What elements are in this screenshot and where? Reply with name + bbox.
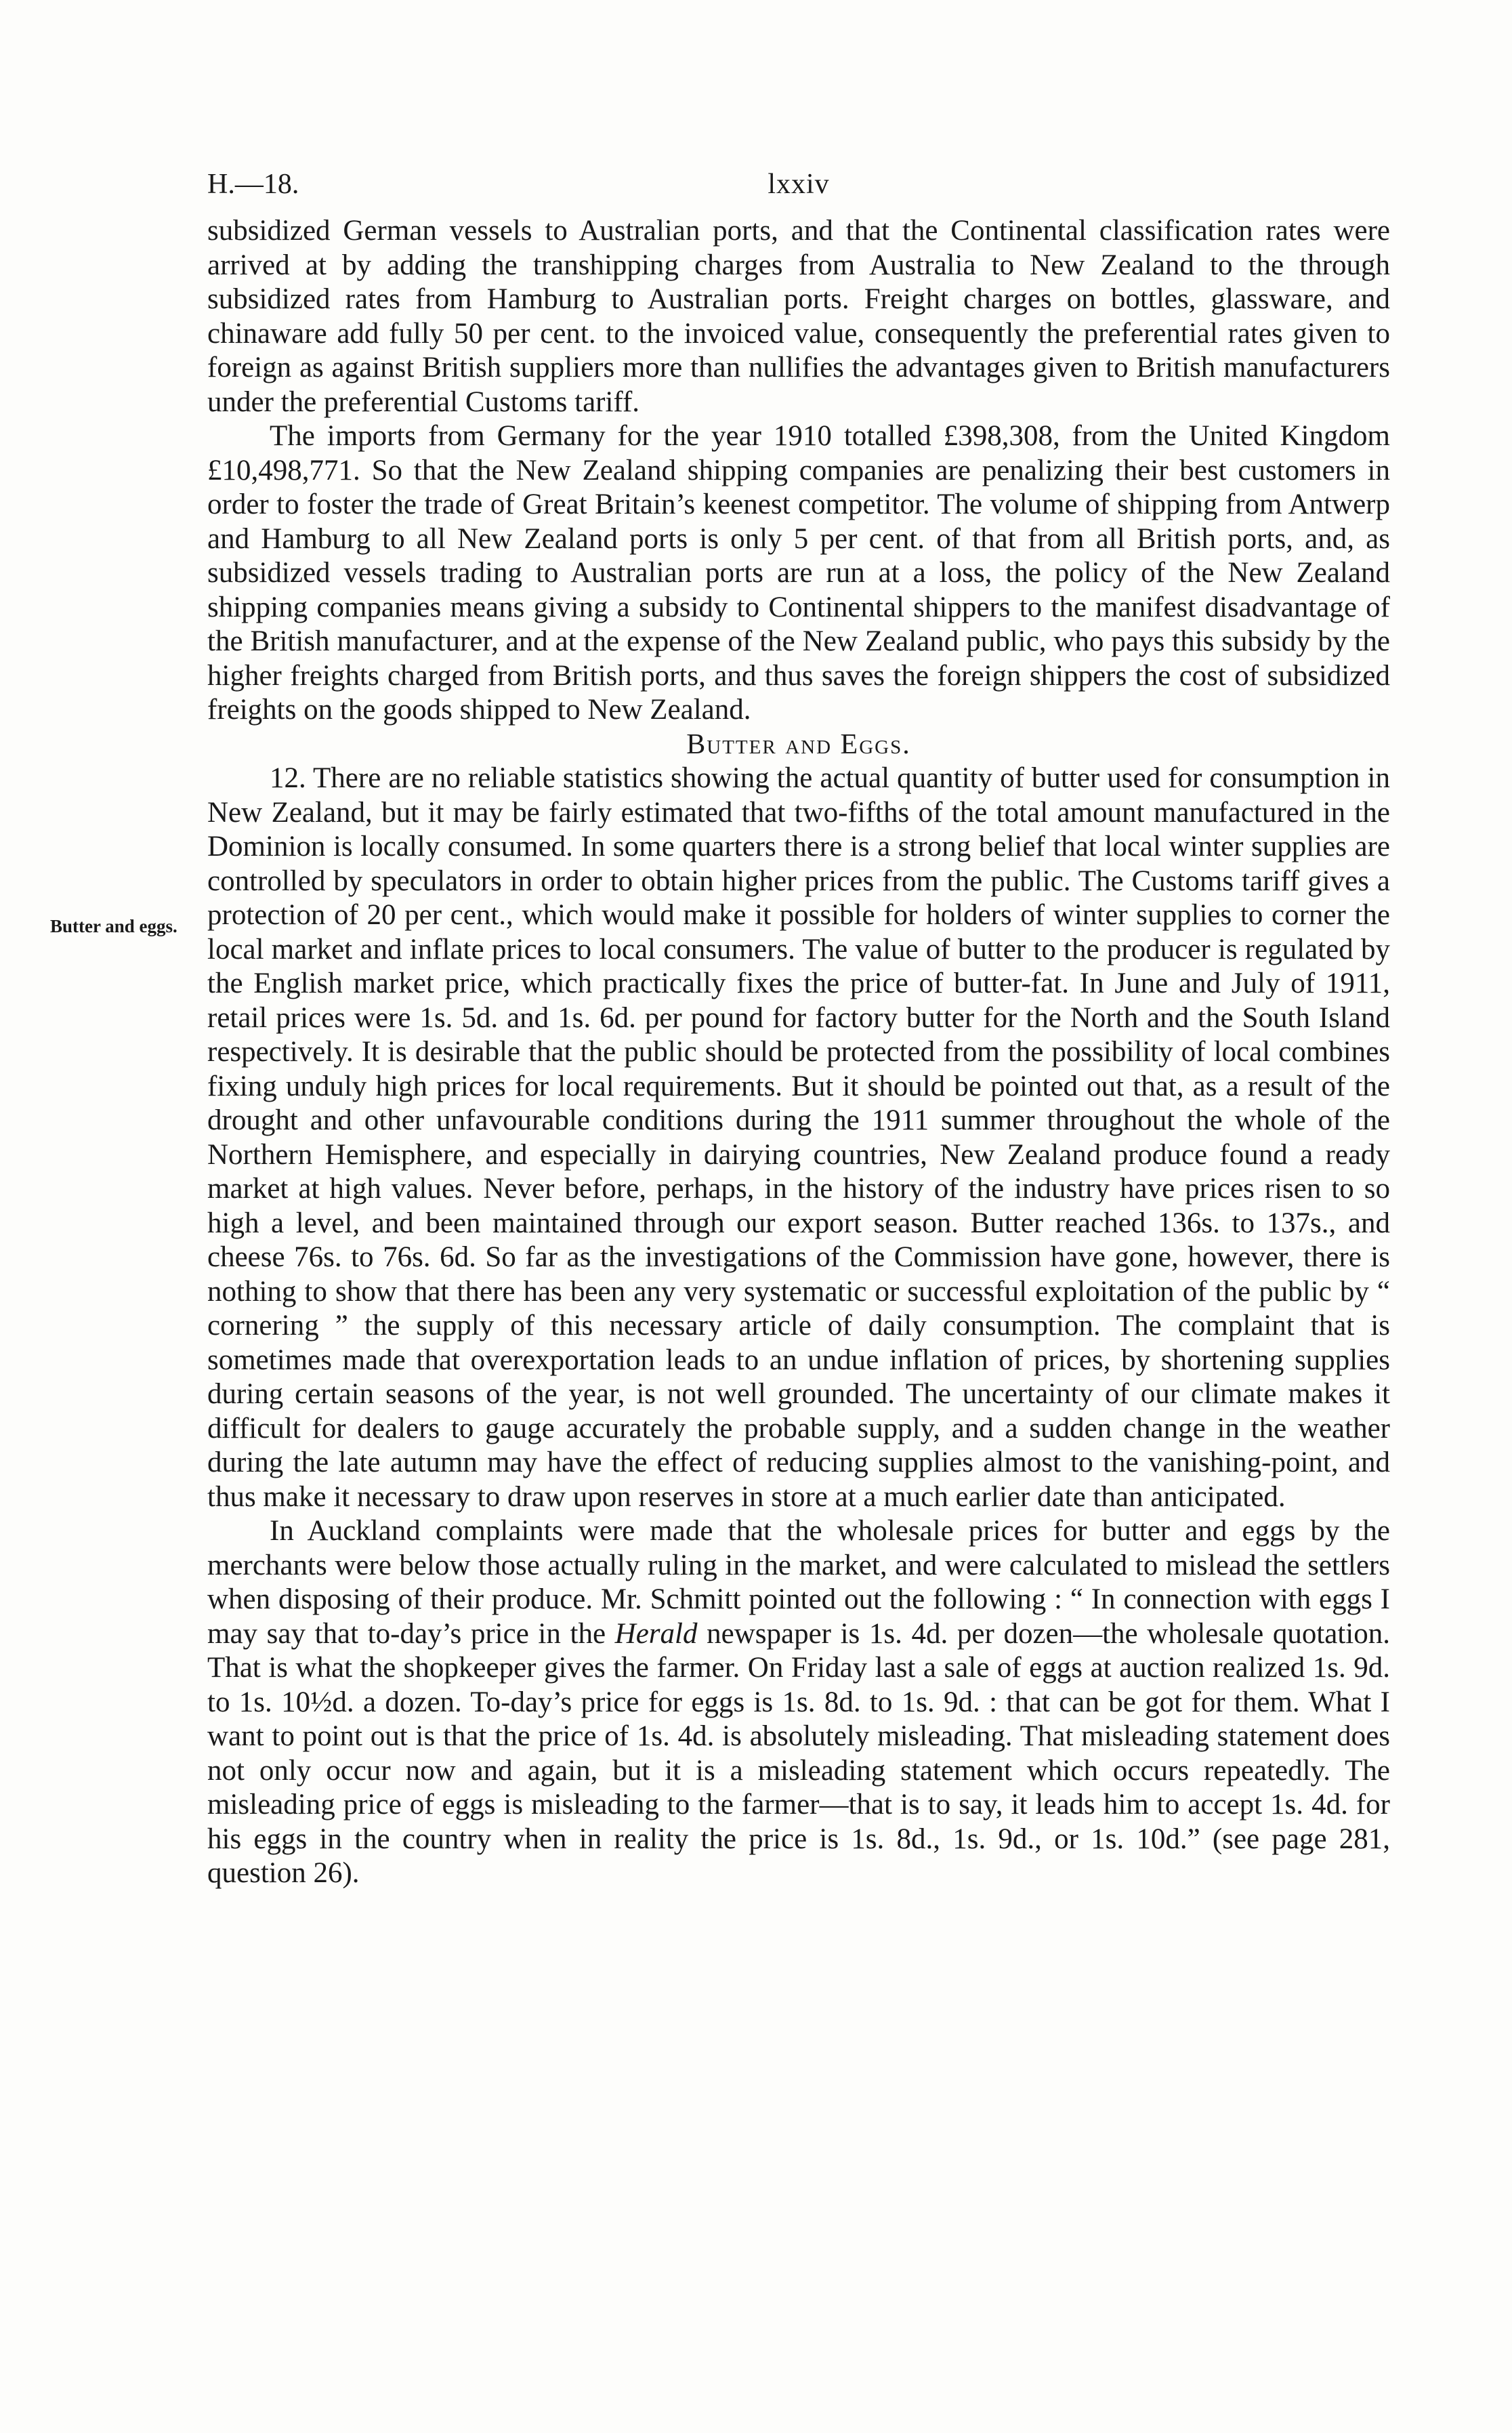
paragraph-auckland-a: In Auckland complaints were made that the wholesale prices for butter and eggs by the merchants were below those actually ruling in the market, and were calculated to mislead the settlers when disposing of their produce. Mr. Schmitt pointed out the following : “ In connection with eggs I may say that to-day’s price in the	[207, 1515, 1390, 1650]
paragraph-auckland	[207, 1514, 1390, 1891]
paragraph-auckland-b: newspaper is 1s. 4d. per dozen—the wholesale quotation. That is what the shopkeeper gives the farmer. On Friday last a sale of eggs at auction realized 1s. 9d. to 1s. 10½d. a dozen. To-day’s price for eggs is 1s. 8d. to 1s. 9d. : that can be got for them. What I want to point out is that the price of 1s. 4d. is absolutely misleading. That misleading statement does not only occur now and again, but it is a misleading statement which occurs repeatedly. The misleading price of eggs is misleading to the farmer—that is to say, it leads him to accept 1s. 4d. for his eggs in the country when in reality the price is 1s. 8d., 1s. 9d., or 1s. 10d.” (see page 281, question 26).	[207, 1617, 1391, 1889]
paragraph-continued: subsidized German vessels to Australian ports, and that the Continental classification rates were arrived at by adding the transhipping charges from Australia to New Zealand to the through subsidized rates from Hamburg to Australian ports. Freight charges on bottles, glassware, and chinaware add fully 50 per cent. to the invoiced value, consequently the preferential rates given to foreign as against British suppliers more than nullifies the advantages given to British manufacturers under the preferential Customs tariff.	[207, 215, 1390, 418]
page-body	[207, 214, 1390, 1891]
section-heading: Butter and Eggs.	[686, 728, 911, 760]
paragraph-imports: The imports from Germany for the year 1910 totalled £398,308, from the United Kingdom £10,498,771. So that the New Zealand shipping companies are penalizing their best customers in order to foster the trade of Great Britain’s keenest competitor. The volume of shipping from Antwerp and Hamburg to all New Zealand ports is only 5 per cent. of that from all British ports, and, as subsidized vessels trading to Australian ports are run at a loss, the policy of the New Zealand shipping companies means giving a subsidy to Continental shippers to the manifest disadvantage of the British manufacturer, and at the expense of the New Zealand public, who pays this subsidy by the higher freights charged from British ports, and thus saves the foreign shippers the cost of subsidized freights on the goods shipped to New Zealand.	[207, 420, 1390, 726]
newspaper-name: Herald	[614, 1617, 698, 1650]
paragraph-butter: 12. There are no reliable statistics showing the actual quantity of butter used for consumption in New Zealand, but it may be fairly estimated that two-fifths of the total amount manufactured in the Dominion is locally consumed. In some quarters there is a strong belief that local winter supplies are controlled by speculators in order to obtain higher prices from the public. The Customs tariff gives a protection of 20 per cent., which would make it possible for holders of winter supplies to corner the local market and inflate prices to local consumers. The value of butter to the producer is regulated by the English market price, which practically fixes the price of butter-fat. In June and July of 1911, retail prices were 1s. 5d. and 1s. 6d. per pound for factory butter for the North and the South Island respectively. It is desirable that the public should be protected from the possibility of local combines fixing unduly high prices for local requirements. But it should be pointed out that, as a result of the drought and other unfavourable conditions during the 1911 summer throughout the whole of the Northern Hemisphere, and especially in dairying countries, New Zealand produce found a ready market at high values. Never before, perhaps, in the history of the industry have prices risen to so high a level, and been maintained through our export season. Butter reached 136s. to 137s., and cheese 76s. to 76s. 6d. So far as the investigations of the Commission have gone, however, there is nothing to show that there has been any very systematic or successful exploitation of the public by “ cornering ” the supply of this necessary article of daily consumption. The complaint that is sometimes made that overexportation leads to an undue inflation of prices, by shortening supplies during certain seasons of the year, is not well grounded. The uncertainty of our climate makes it difficult for dealers to gauge accurately the probable supply, and a sudden change in the weather during the late autumn may have the effect of reducing supplies almost to the vanishing-point, and thus make it necessary to draw upon reserves in store at a much earlier date than anticipated.	[207, 762, 1390, 1513]
page-header	[207, 168, 1390, 209]
page-number: lxxiv	[768, 169, 830, 200]
margin-note: Butter and eggs.	[50, 916, 177, 936]
document-reference: H.—18.	[207, 169, 299, 200]
